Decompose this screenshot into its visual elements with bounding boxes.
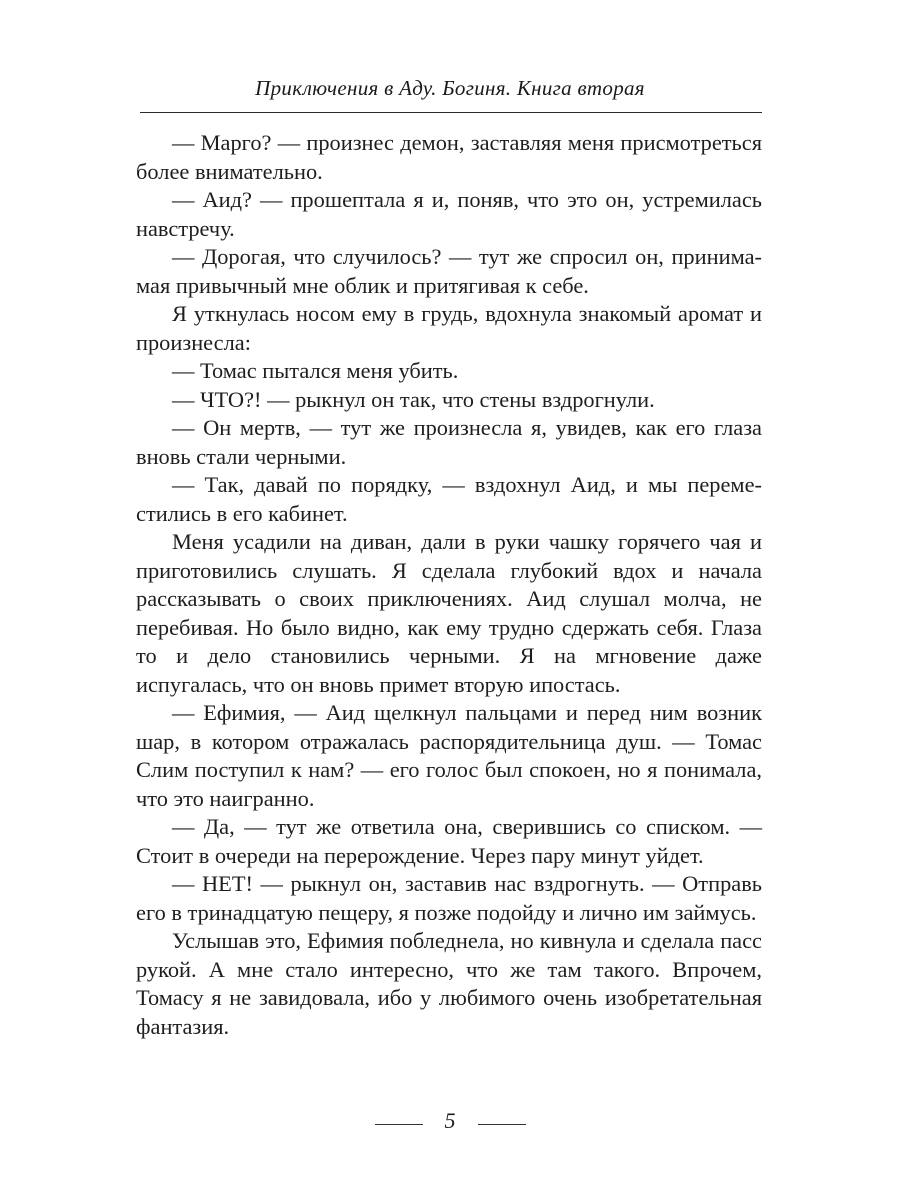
- paragraph: — Так, давай по порядку, — вздохнул Аид, и мы переместились в его кабинет.: [136, 472, 762, 526]
- paragraph: — ЧТО?! — рыкнул он так, что стены вздрогнули.: [172, 386, 655, 412]
- running-title: Приключения в Аду. Богиня. Книга вторая: [255, 76, 645, 100]
- paragraph: — Он мертв, — тут же произнесла я, увидев, как его глаза вновь стали черными.: [136, 415, 762, 469]
- paragraph: Услышав это, Ефимия побледнела, но кивнула и сделала пасс рукой. А мне стало интересно, что же там такого. Впрочем, Томасу я не завидовала, ибо у любимого очень изобретательная фантазия.: [136, 928, 762, 1039]
- paragraph: — Ефимия, — Аид щелкнул пальцами и перед ним возник шар, в котором отражалась распорядительница душ. — Томас Слим поступил к нам? — его голос был спокоен, но я понимала, что это наигранно.: [136, 700, 762, 811]
- paragraph: — НЕТ! — рыкнул он, заставив нас вздрогнуть. — Отправь его в тринадцатую пещеру, я позже подойду и лично им займусь.: [136, 871, 762, 925]
- paragraph: — Томас пытался меня убить.: [172, 358, 459, 383]
- body-text: [136, 129, 762, 1041]
- folio-rule-left: [375, 1124, 423, 1125]
- paragraph: — Аид? — прошептала я и, поняв, что это он, устремилась навстречу.: [136, 187, 762, 241]
- paragraph: Меня усадили на диван, дали в руки чашку горячего чая и приготовились слушать. Я сделала глубокий вдох и начала рассказывать о своих приключениях. Аид слушал молча, не перебивая. Но было видно, как ему трудно сдержать себя. Глаза то и дело становились черными. Я на мгновение даже испугалась, что он вновь примет вторую ипостась.: [136, 529, 762, 697]
- page-number: 5: [444, 1108, 456, 1133]
- header-rule: [140, 112, 762, 113]
- paragraph: — Дорогая, что случилось? — тут же спросил он, принимамая привычный мне облик и притягивая к себе.: [136, 244, 762, 298]
- page-footer: [0, 1108, 900, 1134]
- paragraph: — Марго? — произнес демон, заставляя меня присмотреться более внимательно.: [136, 130, 762, 184]
- folio-rule-right: [478, 1124, 526, 1125]
- paragraph: Я уткнулась носом ему в грудь, вдохнула знакомый аромат и произнесла:: [136, 301, 762, 355]
- paragraph: — Да, — тут же ответила она, сверившись со списком. — Стоит в очереди на перерождение. Через пару минут уйдет.: [136, 814, 762, 868]
